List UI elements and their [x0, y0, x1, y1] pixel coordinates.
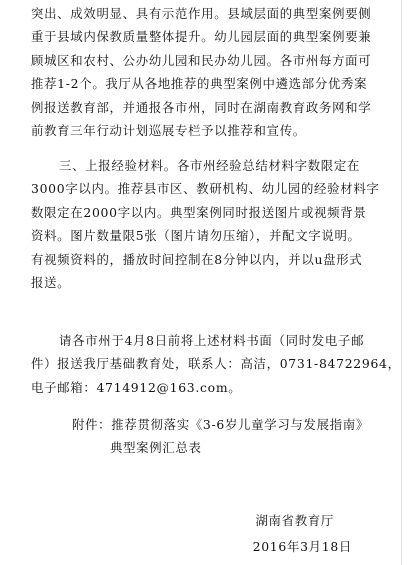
- paragraph-submit-materials: [31, 154, 380, 294]
- text-line: 三、上报经验材料。各市州经验总结材料字数限定在: [59, 158, 361, 173]
- issue-date: 2016年3月18日: [252, 539, 352, 554]
- text-line: 件）报送我厅基础教育处，联系人：高洁，0731-84722964，: [31, 356, 401, 372]
- text-line: 推荐1-2个。我厅从各地推荐的典型案例中遴选部分优秀案: [31, 76, 368, 92]
- text-line: 电子邮箱：4714912@163.com。: [31, 379, 242, 395]
- paragraph-deadline-contact: [31, 329, 401, 399]
- text-line: 前教育三年行动计划巡展专栏予以推荐和宣传。: [31, 123, 306, 139]
- text-line: 资料。图片数量限5张（图片请勿压缩），并配文字说明。: [31, 228, 361, 244]
- attachment-title: 典型案例汇总表: [110, 440, 202, 456]
- text-line: 数限定在2000字以内。典型案例同时报送图片或视频背景: [31, 204, 367, 220]
- issuer-name: 湖南省教育厅: [255, 513, 334, 528]
- text-line: 顾城区和农村、公办幼儿园和民办幼儿园。各市州每方面可: [31, 52, 372, 68]
- text-line: 有视频资料的，播放时间控制在8分钟以内，并以u盘形式: [31, 251, 363, 267]
- page-edge: [401, 0, 402, 565]
- text-line: 重于县域内保教质量整体提升。幼儿园层面的典型案例要兼: [31, 29, 372, 45]
- text-line: 3000字以内。推荐县市区、教研机构、幼儿园的经验材料字: [31, 181, 380, 197]
- attachment-note: [72, 413, 369, 460]
- attachment-line: 附件：推荐贯彻落实《3-6岁儿童学习与发展指南》: [72, 417, 369, 432]
- text-line: 例报送教育部，并通报各市州，同时在湖南教育政务网和学: [31, 99, 372, 115]
- text-line: 突出、成效明显、具有示范作用。县域层面的典型案例要侧: [31, 6, 372, 21]
- text-line: 报送。: [31, 275, 71, 291]
- text-line: 请各市州于4月8日前将上述材料书面（同时发电子邮: [59, 333, 365, 348]
- paragraph-case-requirements: [31, 2, 371, 142]
